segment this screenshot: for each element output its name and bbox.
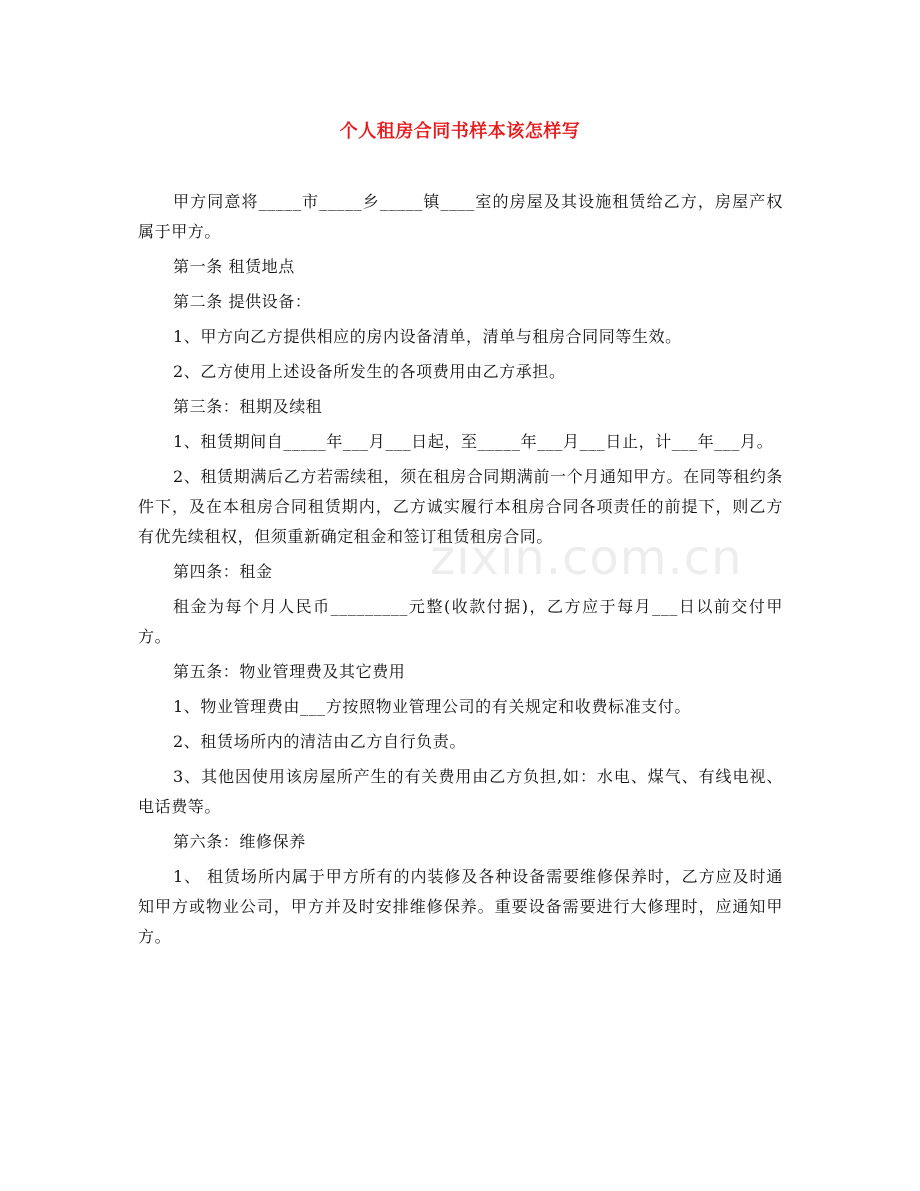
article-3-heading: 第三条：租期及续租: [173, 397, 323, 416]
article-5-heading: 第五条：物业管理费及其它费用: [173, 662, 406, 681]
article-1-heading: 第一条 租赁地点: [173, 257, 295, 276]
article-6-item-1: 1、 租赁场所内属于甲方所有的内装修及各种设备需要维修保养时，乙方应及时通知甲方或物业公司，甲方并及时安排维修保养。重要设备需要进行大修理时，应通知甲方。: [138, 867, 783, 946]
article-2-item-2: 2、乙方使用上述设备所发生的各项费用由乙方承担。: [173, 362, 566, 381]
article-6-heading: 第六条：维修保养: [173, 832, 306, 851]
article-4-heading: 第四条：租金: [173, 562, 273, 581]
article-5-item-2: 2、租赁场所内的清洁由乙方自行负责。: [173, 732, 466, 751]
document-title: 个人租房合同书样本该怎样写: [339, 121, 581, 142]
article-2-item-1: 1、甲方向乙方提供相应的房内设备清单，清单与租房合同同等生效。: [173, 327, 682, 346]
article-3-item-1: 1、租赁期间自_____年___月___日起，至_____年___月___日止，计___年___月。: [173, 432, 774, 451]
watermark: zixin.com.cn: [430, 530, 743, 586]
intro-paragraph: 甲方同意将_____市_____乡_____镇____室的房屋及其设施租赁给乙方，房屋产权属于甲方。: [138, 192, 783, 241]
article-5-item-1: 1、物业管理费由___方按照物业管理公司的有关规定和收费标准支付。: [173, 697, 691, 716]
article-4-rent-paragraph: 租金为每个月人民币_________元整(收款付据)，乙方应于每月___日以前交付甲方。: [138, 597, 783, 646]
article-2-heading: 第二条 提供设备：: [173, 292, 312, 311]
article-3-item-2: 2、租赁期满后乙方若需续租，须在租房合同期满前一个月通知甲方。在同等租约条件下，及在本租房合同租赁期内，乙方诚实履行本租房合同各项责任的前提下，则乙方有优先续租权，但须重新确定租金和签订租赁租房合同。: [138, 467, 783, 546]
article-5-item-3: 3、其他因使用该房屋所产生的有关费用由乙方负担,如：水电、煤气、有线电视、电话费等。: [138, 767, 783, 816]
